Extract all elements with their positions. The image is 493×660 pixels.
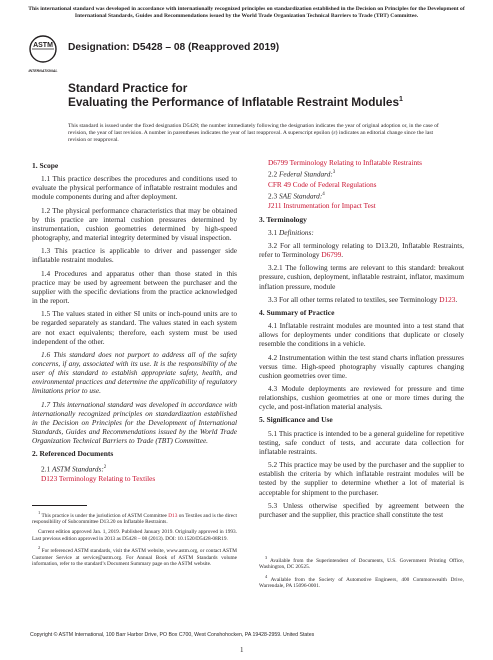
footnotes-left	[32, 510, 237, 571]
ref-j211-link[interactable]: J211 Instrumentation for Impact Test	[268, 201, 376, 211]
copyright-line: Copyright © ASTM International, 100 Barr Harbor Drive, PO Box C700, West Conshohocken, PA 19428-2959. United States	[30, 632, 315, 638]
footnote-1: $^1$ This practice is under the jurisdiction of ASTM Committee D13 on Textiles and is the direct responsibility of Subcommittee D13.20 on Inflatable Restraints.	[32, 510, 237, 526]
section-summary-heading: 4. Summary of Practice	[259, 307, 335, 317]
title-line1: Standard Practice for	[68, 81, 188, 95]
footnote-3: $^3$ Available from the Superintendent of Documents, U.S. Government Printing Office, Washington, DC 20525.	[259, 555, 464, 571]
para-4-3: 4.3 Module deployments are reviewed for pressure and time relationships, cushion geometries at one or more times during the cycle, and post-inflation material analysis.	[259, 383, 464, 412]
section-terminology-heading: 3. Terminology	[259, 214, 307, 224]
section-significance-heading: 5. Significance and Use	[259, 415, 333, 425]
para-2-2: 2.2 Federal Standard:$^3$	[268, 169, 336, 179]
para-4-1: 4.1 Inflatable restraint modules are mounted into a test stand that allows for deployments under conditions that duplicate or closely resemble the conditions in a vehicle.	[259, 321, 464, 349]
para-3-2-1: 3.2.1 The following terms are relevant to this standard: breakout pressure, cushion, deployment, inflatable restraint, inflator, maximum inflation pressure, module	[259, 263, 464, 291]
astm-logo	[28, 34, 58, 76]
ref-d123-link[interactable]: D123 Terminology Relating to Textiles	[41, 474, 156, 484]
ref-d13-link[interactable]: D13	[168, 512, 178, 519]
footnote-rule	[32, 505, 87, 506]
right-column	[259, 158, 464, 523]
section-scope-heading: 1. Scope	[32, 161, 59, 170]
logo-subtext: INTERNATIONAL	[28, 69, 58, 73]
para-1-2: 1.2 The physical performance characteristics that may be obtained by this practice are internal cushion pressures determined by instrumentation, cushion geometries determined by high-speed photography, and material integrity determined by visual inspection.	[32, 205, 237, 243]
page-number: 1	[240, 646, 244, 654]
title-text: Evaluating the Performance of Inflatable Restraint Modules	[68, 95, 400, 109]
para-1-5: 1.5 The values stated in either SI units or inch-pound units are to be regarded separately as standard. The values stated in each system are not exact equivalents; therefore, each system must be used independent of the other.	[32, 309, 237, 346]
para-5-3: 5.3 Unless otherwise specified by agreement between the purchaser and the supplier, this practice shall constitute the test	[259, 500, 464, 519]
ref-cfr49-link[interactable]: CFR 49 Code of Federal Regulations	[268, 179, 377, 189]
para-2-3: 2.3 SAE Standard:$^4$	[268, 191, 325, 201]
para-1-3: 1.3 This practice is applicable to driver and passenger side inflatable restraint modules.	[32, 246, 237, 265]
title-line2	[68, 95, 403, 109]
para-4-2: 4.2 Instrumentation within the test stand charts inflation pressures versus time. High-speed photography visually captures changing cushion geometries over time.	[259, 352, 464, 380]
tbt-notice: This international standard was developed in accordance with internationally recognized principles on standardization established in the Decision on Principles for the Development of International Standards, Guides and Recommendations issued by the World Trade Organization Technical Barriers to Trade (TBT) Committee.	[28, 6, 465, 19]
title-footnote-marker: 1	[399, 96, 403, 104]
footnotes-right	[259, 555, 464, 593]
ref-d123-inline[interactable]: D123	[439, 294, 456, 304]
para-1-7: 1.7 This international standard was developed in accordance with internationally recognized principles on standardization established in the Decision on Principles for the Development of International Standards, Guides and Recommendations issued by the World Trade Organization Technical Barriers to Trade (TBT) Committee.	[32, 399, 237, 446]
para-5-2: 5.2 This practice may be used by the purchaser and the supplier to establish the criteria by which inflatable restraint modules will be tested by the supplier to determine whether a lot of material is acceptable for shipment to the purchaser.	[259, 460, 464, 497]
footnote-1-edition: Current edition approved Jan. 1, 2019. Published January 2019. Originally approved in 1993. Last previous edition approved in 2013 as D5428 – 08 (2013). DOI: 10.1520/D5428-08R19.	[32, 528, 237, 542]
para-2-1: 2.1 ASTM Standards:$^2$	[41, 463, 107, 473]
left-column	[32, 158, 237, 484]
footnote-2: $^2$ For referenced ASTM standards, visit the ASTM website, www.astm.org, or contact ASTM Customer Service at service@astm.org. For Annual Book of ASTM Standards volume information, refer to the standard’s Document Summary page on the ASTM website.	[32, 545, 237, 568]
issued-note: This standard is issued under the fixed designation D5428; the number immediately following the designation indicates the year of original adoption or, in the case of revision, the year of last revision. A number in parentheses indicates the year of last reapproval. A superscript epsilon (ε) indicates an editorial change since the last revision or reapproval.	[68, 123, 439, 143]
para-3-1: 3.1 Definitions:	[268, 227, 314, 237]
para-1-4: 1.4 Procedures and apparatus other than those stated in this practice may be used by agreement between the purchaser and the supplier with the specific deviations from the practice acknowledged in the report.	[32, 268, 237, 306]
para-5-1: 5.1 This practice is intended to be a general guideline for repetitive testing, safe conduct of tests, and accurate data collection for inflatable restraints.	[259, 428, 464, 456]
para-3-3: 3.3 For all other terms related to textiles, see Terminology D123.	[268, 294, 458, 304]
ref-d6799-inline[interactable]: D6799	[321, 250, 342, 260]
ref-d6799-link[interactable]: D6799 Terminology Relating to Inflatable Restraints	[268, 158, 423, 167]
footnote-4: $^4$ Available from the Society of Automotive Engineers, 400 Commonwealth Drive, Warrendale, PA 15096-0001.	[259, 573, 464, 590]
astm-logo-icon	[28, 34, 58, 76]
designation: Designation: D5428 – 08 (Reapproved 2019)	[68, 42, 280, 53]
para-1-6: 1.6 This standard does not purport to address all of the safety concerns, if any, associated with its use. It is the responsibility of the user of this standard to establish appropriate safety, health, and environmental practices and determine the applicability of regulatory limitations prior to use.	[32, 349, 237, 396]
para-3-2: 3.2 For all terminology relating to D13.20, Inflatable Restraints, refer to Terminology D6799.	[259, 240, 464, 260]
section-referenced-documents-heading: 2. Referenced Documents	[32, 449, 114, 459]
logo-text: ASTM	[33, 42, 53, 49]
para-1-1: 1.1 This practice describes the procedures and conditions used to evaluate the physical performance of inflatable restraint modules and module components during and after deployment.	[32, 174, 237, 202]
